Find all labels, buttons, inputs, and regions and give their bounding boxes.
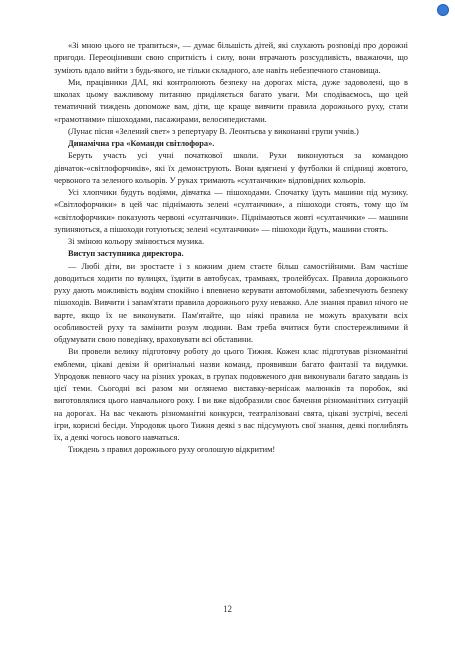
paragraph: Тиждень з правил дорожнього руху оголошую відкритим! xyxy=(68,445,276,455)
paragraph: — Любі діти, ви зростаєте і з кожним днем стаєте більш самостійними. Вам частіше доводиться ходити по вулицях, їздити в автобусах, трамваях, тролейбусах. Правила дорожнього руху дають можливість водіям спокійно і впевнено керувати автомобілями, забезпечують безпеку пішоходів. Вивчити і запам'ятати правила дорожнього руху неважко. Але знання правил нічого не варте, якщо їх не виконувати. Пам'ятайте, що ніякі правила не можуть врахувати всіх особливостей руху та замінити розум людини. Вам треба вчитися бути спостережливими й обдумувати свою поведінку, враховувати всі обставини. xyxy=(54,261,408,344)
paragraph: Ви провели велику підготовчу роботу до цього Тижня. Кожен клас підготував різноманітні емблеми, цікаві девізи й оригінальні назви команд, проявивши багато фантазії та видумки. Упродовж певного часу на різних уроках, в групах подовженого дня виконували багато завдань із цієї теми. Сьогодні всі разом ми оглянемо виставку-вернісаж малюнків та поробок, які виготовлялися цього навчального року. І ви вже відобразили своє бачення різноманітних ситуацій на дорогах. На вас чекають різноманітні конкурси, театралізовані свята, цікаві зустрічі, веселі ігри, корисні бесіди. Упродовж цього Тижня деякі з вас підсумують свої знання, деякі поглиблять їх, а деякі чогось нового навчаться. xyxy=(54,347,408,442)
page-number: 12 xyxy=(223,604,232,614)
paragraph: Усі хлопчики будуть водіями, дівчатка — пішоходами. Спочатку їдуть машини під музику. «Світлофорчики» в цей час піднімають зелені «султанчики», а пішоходи стоять, тому що їм «світлофорчики» показують червоні «султанчики». Піднімаються жовті «султанчики» — машини зупиняються, а пішоходи готуються; зелені «султанчики» — пішоходи йдуть, машини стоять. xyxy=(54,188,408,234)
section-heading: Виступ заступника директора. xyxy=(68,249,184,259)
paragraph: «Зі мною цього не трапиться», — думає більшість дітей, які слухають розповіді про дорожні пригоди. Переоцінивши свою спритність і силу, вони втрачають розсудливість, вважаючи, що зуміють вдало вийти з будь-якого, не тільки складного, але навіть небезпечного становища. xyxy=(54,41,408,75)
paragraph: Зі зміною кольору змінюється музика. xyxy=(68,237,205,246)
paragraph: Ми, працівники ДАІ, які контролюють безпеку на дорогах міста, дуже задоволені, що в школах цьому важливому питанню приділяється багато уваги. Ми сподіваємось, що цей тематичний тиждень допоможе вам, діти, ще краще вивчити правила дорожнього руху, стати «грамотними» пішоходами, пасажирами, велосипедистами. xyxy=(54,77,408,124)
paragraph: Беруть участь усі учні початкової школи. Рухи виконуються за командою дівчаток-«світлофорчиків», які їх демонструють. Вони вдягнені у футболки й спідниці жовтого, червоного та зеленого кольорів. У руках тримають «султанчики» відповідних кольорів. xyxy=(54,151,408,185)
page-body xyxy=(54,40,408,457)
paragraph: (Лунає пісня «Зелений свет» з репертуару В. Леонтьєва у виконанні групи учнів.) xyxy=(68,126,359,136)
section-heading: Динамічна гра «Команди світлофора». xyxy=(68,139,215,148)
logo-icon xyxy=(437,4,449,16)
